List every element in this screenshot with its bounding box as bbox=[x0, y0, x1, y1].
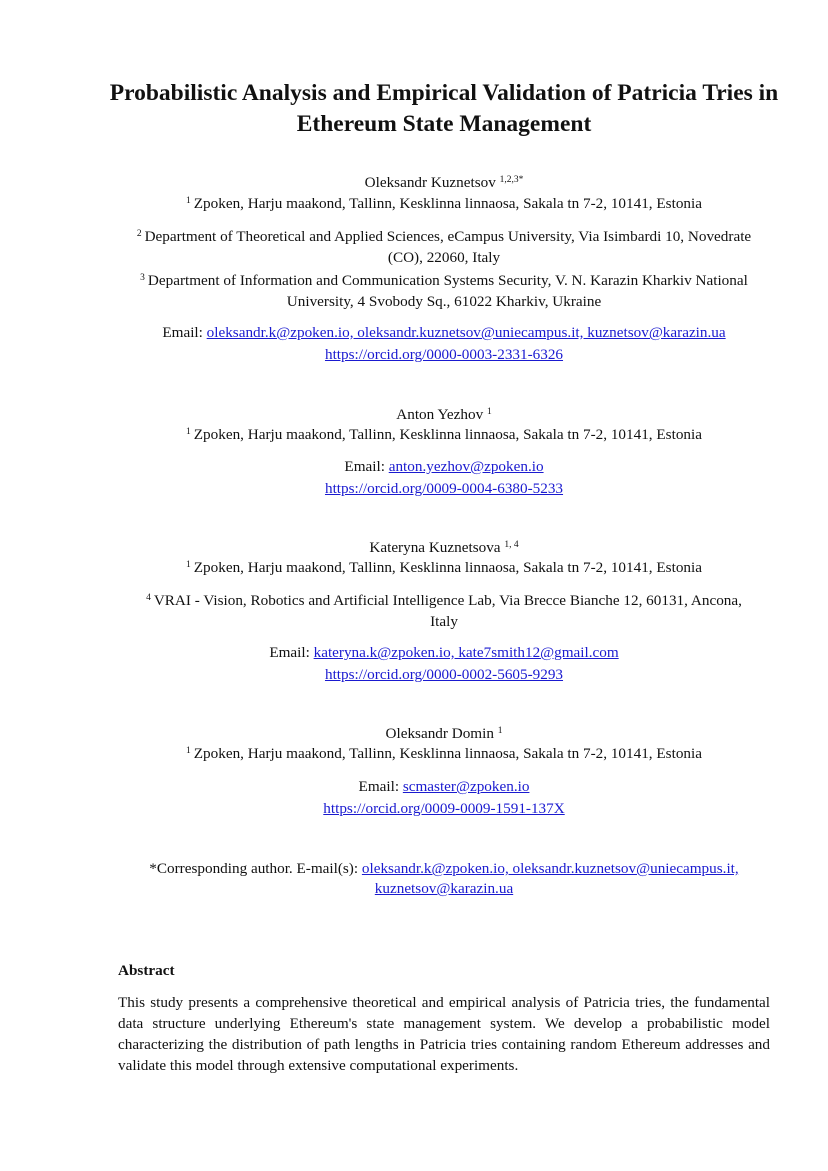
email-line bbox=[80, 642, 808, 663]
affiliation-number: 3 bbox=[140, 273, 145, 283]
corresponding-email-link[interactable]: oleksandr.k@zpoken.io, oleksandr.kuznetsov@uniecampus.it, bbox=[361, 860, 739, 877]
affiliation-number: 2 bbox=[136, 229, 142, 239]
orcid-line bbox=[80, 664, 808, 685]
affiliation bbox=[80, 557, 808, 578]
affiliation-text: Zpoken, Harju maakond, Tallinn, Kesklinna linnaosa, Sakala tn 7-2, 10141, Estonia bbox=[193, 195, 702, 212]
affiliation-number: 1 bbox=[186, 196, 191, 206]
author-name bbox=[80, 537, 808, 558]
orcid-link[interactable]: https://orcid.org/0009-0004-6380-5233 bbox=[324, 480, 564, 497]
author-name-text: Oleksandr Kuznetsov bbox=[364, 174, 496, 191]
email-link[interactable]: anton.yezhov@zpoken.io bbox=[388, 458, 544, 475]
corresponding-email-link[interactable]: kuznetsov@karazin.ua bbox=[374, 880, 514, 897]
corresponding-label: *Corresponding author. E-mail(s): bbox=[149, 860, 362, 877]
email-line bbox=[80, 322, 808, 343]
email-label: Email: bbox=[358, 778, 403, 795]
corresponding-author bbox=[80, 858, 808, 879]
email-line bbox=[80, 776, 808, 797]
affiliation bbox=[135, 270, 753, 312]
email-line bbox=[80, 456, 808, 477]
affiliation bbox=[135, 226, 753, 268]
author-superscript: 1 bbox=[497, 726, 503, 736]
author-name-text: Kateryna Kuznetsova bbox=[369, 539, 501, 556]
affiliation-text: Department of Information and Communication Systems Security, V. N. Karazin Kharkiv National University, 4 Svobody Sq., 61022 Kharkiv, Ukraine bbox=[147, 272, 748, 310]
orcid-line bbox=[80, 478, 808, 499]
email-link[interactable]: kateryna.k@zpoken.io, kate7smith12@gmail.com bbox=[313, 644, 619, 661]
author-name-text: Anton Yezhov bbox=[396, 406, 484, 423]
affiliation-number: 1 bbox=[186, 427, 191, 437]
affiliation-text: Zpoken, Harju maakond, Tallinn, Kesklinna linnaosa, Sakala tn 7-2, 10141, Estonia bbox=[193, 745, 702, 762]
orcid-line bbox=[80, 798, 808, 819]
affiliation-text: Department of Theoretical and Applied Sciences, eCampus University, Via Isimbardi 10, Novedrate (CO), 22060, Italy bbox=[144, 228, 752, 266]
email-link[interactable]: scmaster@zpoken.io bbox=[402, 778, 530, 795]
author-superscript: 1, 4 bbox=[504, 540, 519, 550]
abstract-text: This study presents a comprehensive theoretical and empirical analysis of Patricia tries, the fundamental data structure underlying Ethereum's state management system. We develop a probabilistic model characterizing the distribution of path lengths in Patricia tries containing random Ethereum addresses and validate this model through extensive computational experiments. bbox=[118, 994, 770, 1074]
affiliation bbox=[80, 193, 808, 214]
author-name-text: Oleksandr Domin bbox=[385, 725, 494, 742]
email-label: Email: bbox=[162, 324, 207, 341]
affiliation-number: 4 bbox=[146, 593, 151, 603]
orcid-line bbox=[80, 344, 808, 365]
author-name bbox=[80, 404, 808, 425]
affiliation-number: 1 bbox=[186, 560, 191, 570]
email-label: Email: bbox=[269, 644, 314, 661]
affiliation-text: Zpoken, Harju maakond, Tallinn, Kesklinna linnaosa, Sakala tn 7-2, 10141, Estonia bbox=[193, 426, 702, 443]
author-superscript: 1,2,3* bbox=[499, 175, 524, 185]
affiliation-number: 1 bbox=[186, 746, 191, 756]
corresponding-author-cont bbox=[80, 878, 808, 899]
affiliation bbox=[80, 743, 808, 764]
affiliation bbox=[140, 590, 748, 632]
orcid-link[interactable]: https://orcid.org/0000-0002-5605-9293 bbox=[324, 666, 564, 683]
paper-title: Probabilistic Analysis and Empirical Validation of Patricia Tries in Ethereum State Management bbox=[109, 80, 779, 137]
author-name bbox=[80, 723, 808, 744]
author-superscript: 1 bbox=[486, 407, 492, 417]
email-label: Email: bbox=[344, 458, 389, 475]
affiliation-text: VRAI - Vision, Robotics and Artificial Intelligence Lab, Via Brecce Bianche 12, 60131, Ancona, Italy bbox=[153, 592, 742, 630]
affiliation bbox=[80, 424, 808, 445]
email-link[interactable]: oleksandr.k@zpoken.io, oleksandr.kuznetsov@uniecampus.it, kuznetsov@karazin.ua bbox=[206, 324, 726, 341]
orcid-link[interactable]: https://orcid.org/0009-0009-1591-137X bbox=[323, 800, 565, 817]
author-name bbox=[80, 172, 808, 193]
affiliation-text: Zpoken, Harju maakond, Tallinn, Kesklinna linnaosa, Sakala tn 7-2, 10141, Estonia bbox=[193, 559, 702, 576]
orcid-link[interactable]: https://orcid.org/0000-0003-2331-6326 bbox=[324, 346, 564, 363]
abstract-heading: Abstract bbox=[118, 962, 175, 979]
